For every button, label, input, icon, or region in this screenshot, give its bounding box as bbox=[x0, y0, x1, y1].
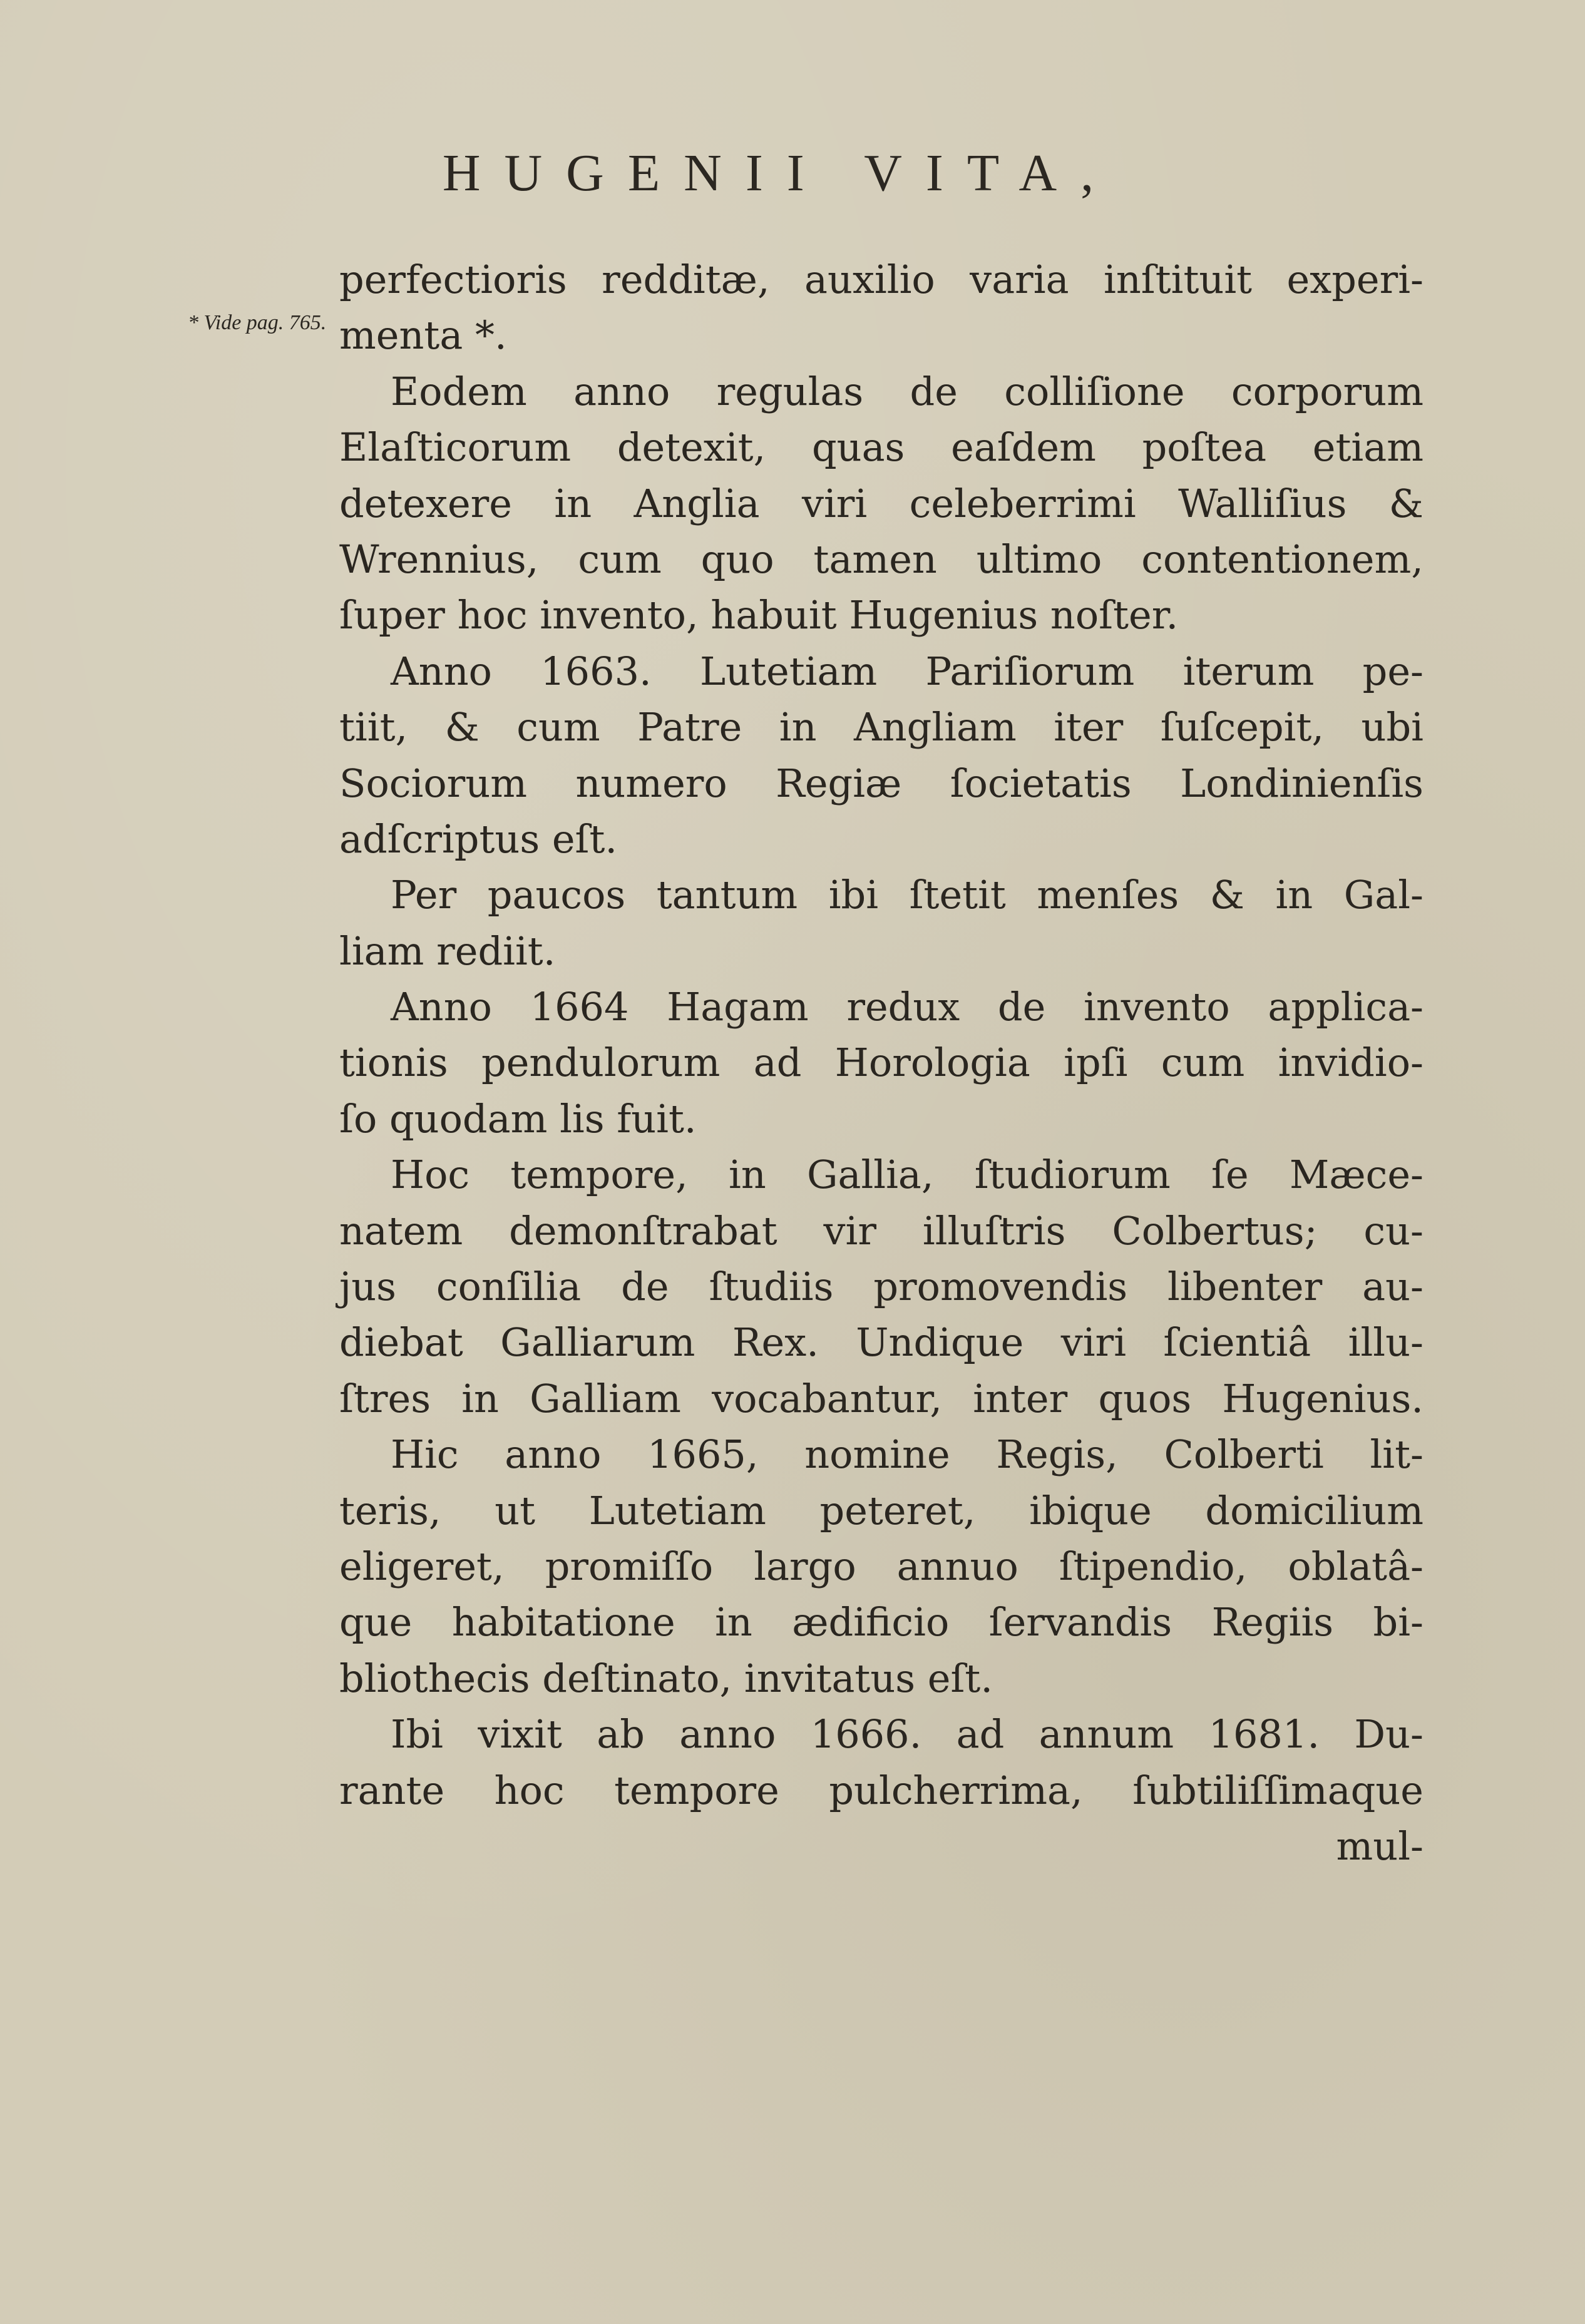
text-line: tiit, & cum Patre in Angliam iter ſuſcepit, ubi bbox=[339, 704, 1423, 750]
text-line: diebat Galliarum Rex. Undique viri ſcientiâ illu- bbox=[339, 1319, 1423, 1366]
text-line: jus conſilia de ſtudiis promovendis libenter au- bbox=[339, 1264, 1423, 1310]
body-text bbox=[339, 252, 1423, 1874]
text-line: adſcriptus eſt. bbox=[339, 816, 618, 862]
text-line: Hic anno 1665, nomine Regis, Colberti lit- bbox=[391, 1431, 1423, 1478]
text-line: Ibi vixit ab anno 1666. ad annum 1681. Du- bbox=[391, 1711, 1423, 1758]
text-line: detexere in Anglia viri celeberrimi Walliſius & bbox=[339, 480, 1423, 526]
text-line: menta *. bbox=[339, 312, 507, 359]
text-line: ſtres in Galliam vocabantur, inter quos Hugenius. bbox=[339, 1375, 1423, 1421]
text-line: natem demonſtrabat vir illuſtris Colbertus; cu- bbox=[339, 1207, 1423, 1254]
text-line: Wrennius, cum quo tamen ultimo contentionem, bbox=[339, 536, 1423, 582]
text-line: tionis pendulorum ad Horologia ipſi cum invidio- bbox=[339, 1040, 1423, 1086]
text-line: Hoc tempore, in Gallia, ſtudiorum ſe Mæce- bbox=[391, 1152, 1423, 1198]
text-line: Eodem anno regulas de colliſione corporum bbox=[391, 368, 1423, 414]
text-line: perfectioris redditæ, auxilio varia inſtituit experi- bbox=[339, 257, 1423, 302]
text-line: bliothecis deſtinato, invitatus eſt. bbox=[339, 1655, 993, 1701]
text-line: Per paucos tantum ibi ſtetit menſes & in Gal- bbox=[391, 872, 1423, 918]
text-line: teris, ut Lutetiam peteret, ibique domicilium bbox=[339, 1487, 1423, 1533]
running-head: HUGENII VITA, bbox=[442, 144, 1118, 202]
text-line: Elaſticorum detexit, quas eaſdem poſtea etiam bbox=[339, 424, 1423, 471]
text-line: rante hoc tempore pulcherrima, ſubtiliſſimaque bbox=[339, 1767, 1423, 1813]
text-line: ſo quodam lis fuit. bbox=[339, 1095, 697, 1142]
margin-note: * Vide pag. 765. bbox=[188, 311, 327, 334]
catchword: mul- bbox=[1336, 1823, 1423, 1869]
text-line: que habitatione in ædificio ſervandis Regiis bi- bbox=[339, 1599, 1423, 1646]
text-line: ſuper hoc invento, habuit Hugenius noſter. bbox=[339, 592, 1179, 638]
text-line: eligeret, promiſſo largo annuo ſtipendio, oblatâ- bbox=[339, 1543, 1423, 1589]
text-line: Sociorum numero Regiæ ſocietatis Londinienſis bbox=[339, 760, 1423, 806]
text-line: liam rediit. bbox=[339, 928, 556, 974]
text-line: Anno 1664 Hagam redux de invento applica- bbox=[391, 984, 1423, 1030]
text-line: Anno 1663. Lutetiam Pariſiorum iterum pe- bbox=[391, 648, 1423, 694]
